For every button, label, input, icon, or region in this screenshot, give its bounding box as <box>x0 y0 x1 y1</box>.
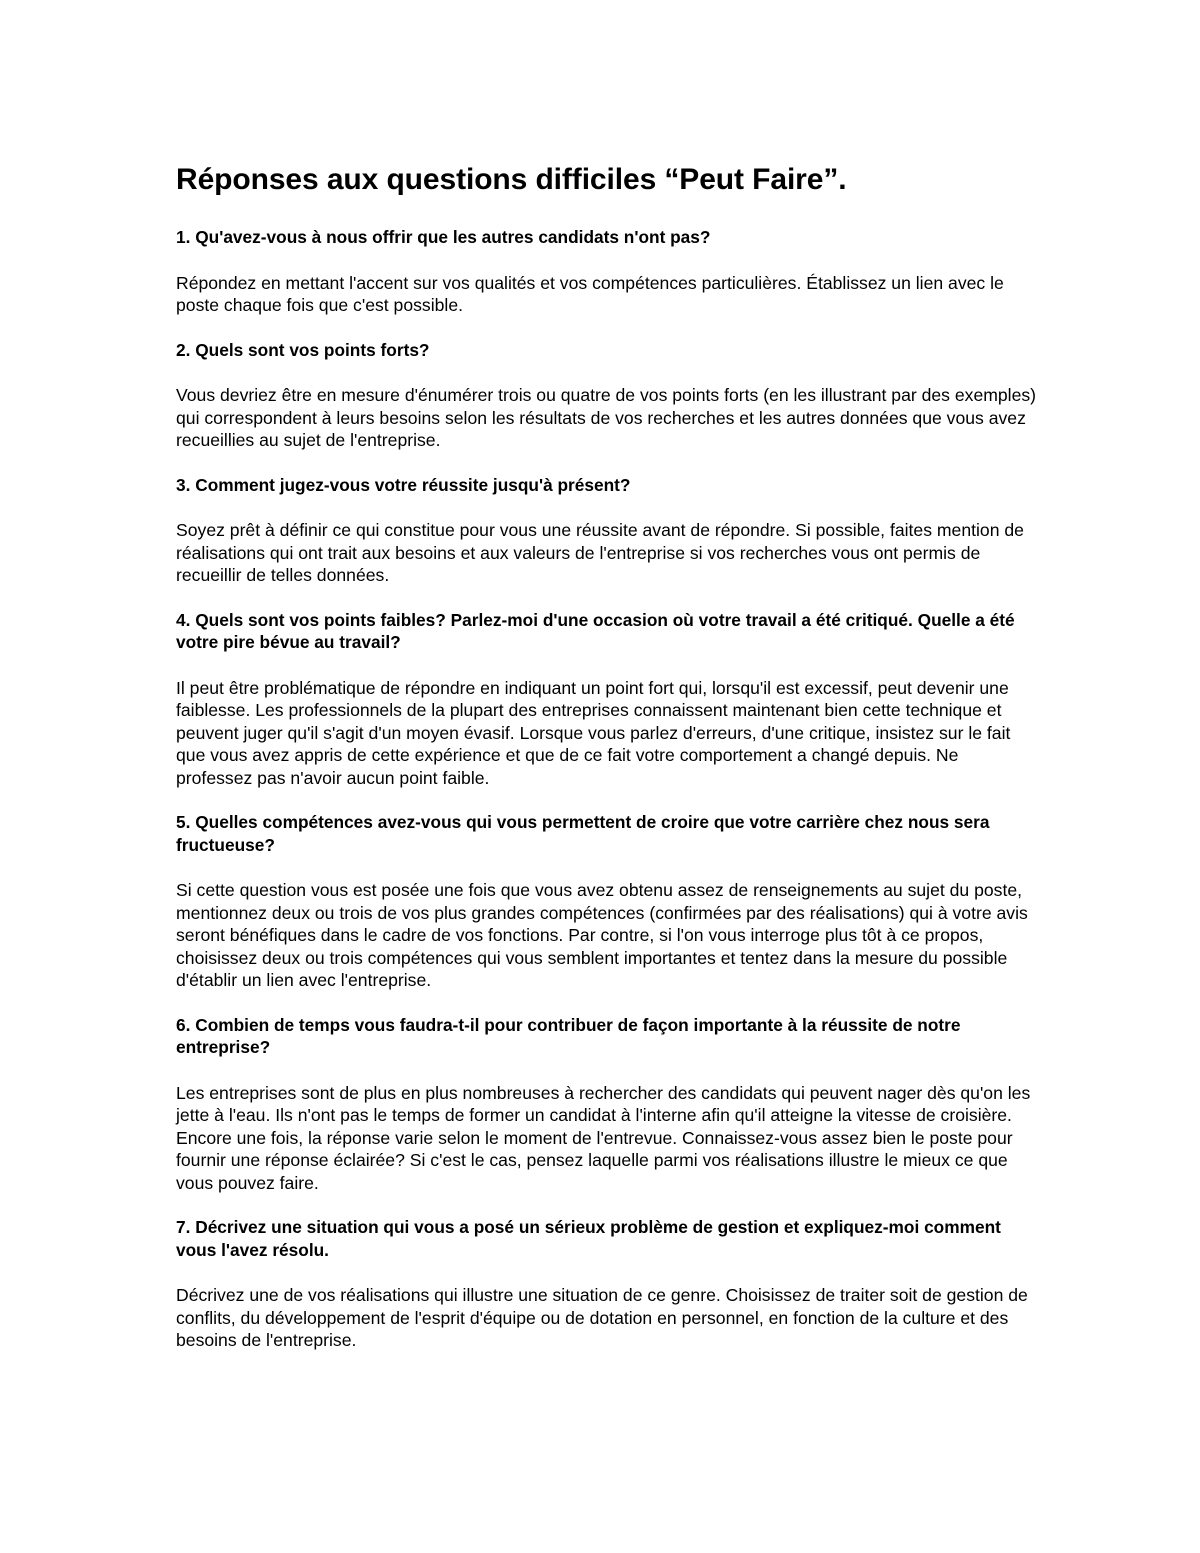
question-5: 5. Quelles compétences avez-vous qui vous permettent de croire que votre carrière chez nous sera fructueuse? <box>176 812 990 855</box>
answer-1: Répondez en mettant l'accent sur vos qualités et vos compétences particulières. Établissez un lien avec le poste chaque fois que c'est possible. <box>176 272 1004 315</box>
answer-4: Il peut être problématique de répondre en indiquant un point fort qui, lorsqu'il est excessif, peut devenir une faiblesse. Les professionnels de la plupart des entreprises connaissent maintenant bien cette technique et peuvent juger qu'il s'agit d'un moyen évasif. Lorsque vous parlez d'erreurs, d'une critique, insistez sur le fait que vous avez appris de cette expérience et que de ce fait votre comportement a changé depuis. Ne professez pas n'avoir aucun point faible. <box>176 677 1011 788</box>
answer-2: Vous devriez être en mesure d'énumérer trois ou quatre de vos points forts (en les illustrant par des exemples) qui correspondent à leurs besoins selon les résultats de vos recherches et les autres données que vous avez recueillies au sujet de l'entreprise. <box>176 385 1037 450</box>
document-title: Réponses aux questions difficiles “Peut Faire”. <box>176 163 847 196</box>
question-6: 6. Combien de temps vous faudra-t-il pour contribuer de façon importante à la réussite de notre entreprise? <box>176 1014 961 1057</box>
answer-3: Soyez prêt à définir ce qui constitue pour vous une réussite avant de répondre. Si possible, faites mention de réalisations qui ont trait aux besoins et aux valeurs de l'entreprise si vos recherches vous ont permis de recueillir de telles données. <box>176 520 1024 585</box>
document-page <box>176 160 1036 1374</box>
answer-6: Les entreprises sont de plus en plus nombreuses à rechercher des candidats qui peuvent nager dès qu'on les jette à l'eau. Ils n'ont pas le temps de former un candidat à l'interne afin qu'il atteigne la vitesse de croisière. Encore une fois, la réponse varie selon le moment de l'entrevue. Connaissez-vous assez bien le poste pour fournir une réponse éclairée? Si c'est le cas, pensez laquelle parmi vos réalisations illustre le mieux ce que vous pouvez faire. <box>176 1082 1031 1193</box>
answer-7: Décrivez une de vos réalisations qui illustre une situation de ce genre. Choisissez de traiter soit de gestion de conflits, du développement de l'esprit d'équipe ou de dotation en personnel, en fonction de la culture et des besoins de l'entreprise. <box>176 1285 1028 1350</box>
question-3: 3. Comment jugez-vous votre réussite jusqu'à présent? <box>176 474 631 495</box>
question-1: 1. Qu'avez-vous à nous offrir que les autres candidats n'ont pas? <box>176 227 711 247</box>
answer-5: Si cette question vous est posée une fois que vous avez obtenu assez de renseignements au sujet du poste, mentionnez deux ou trois de vos plus grandes compétences (confirmées par des réalisations) qui à votre avis seront bénéfiques dans le cadre de vos fonctions. Par contre, si l'on vous interroge plus tôt à ce propos, choisissez deux ou trois compétences qui vous semblent importantes et tentez dans la mesure du possible d'établir un lien avec l'entreprise. <box>176 880 1028 990</box>
question-4: 4. Quels sont vos points faibles? Parlez-moi d'une occasion où votre travail a été critiqué. Quelle a été votre pire bévue au travail? <box>176 609 1015 652</box>
question-7: 7. Décrivez une situation qui vous a posé un sérieux problème de gestion et expliquez-moi comment vous l'avez résolu. <box>176 1217 1001 1260</box>
question-2: 2. Quels sont vos points forts? <box>176 339 430 360</box>
